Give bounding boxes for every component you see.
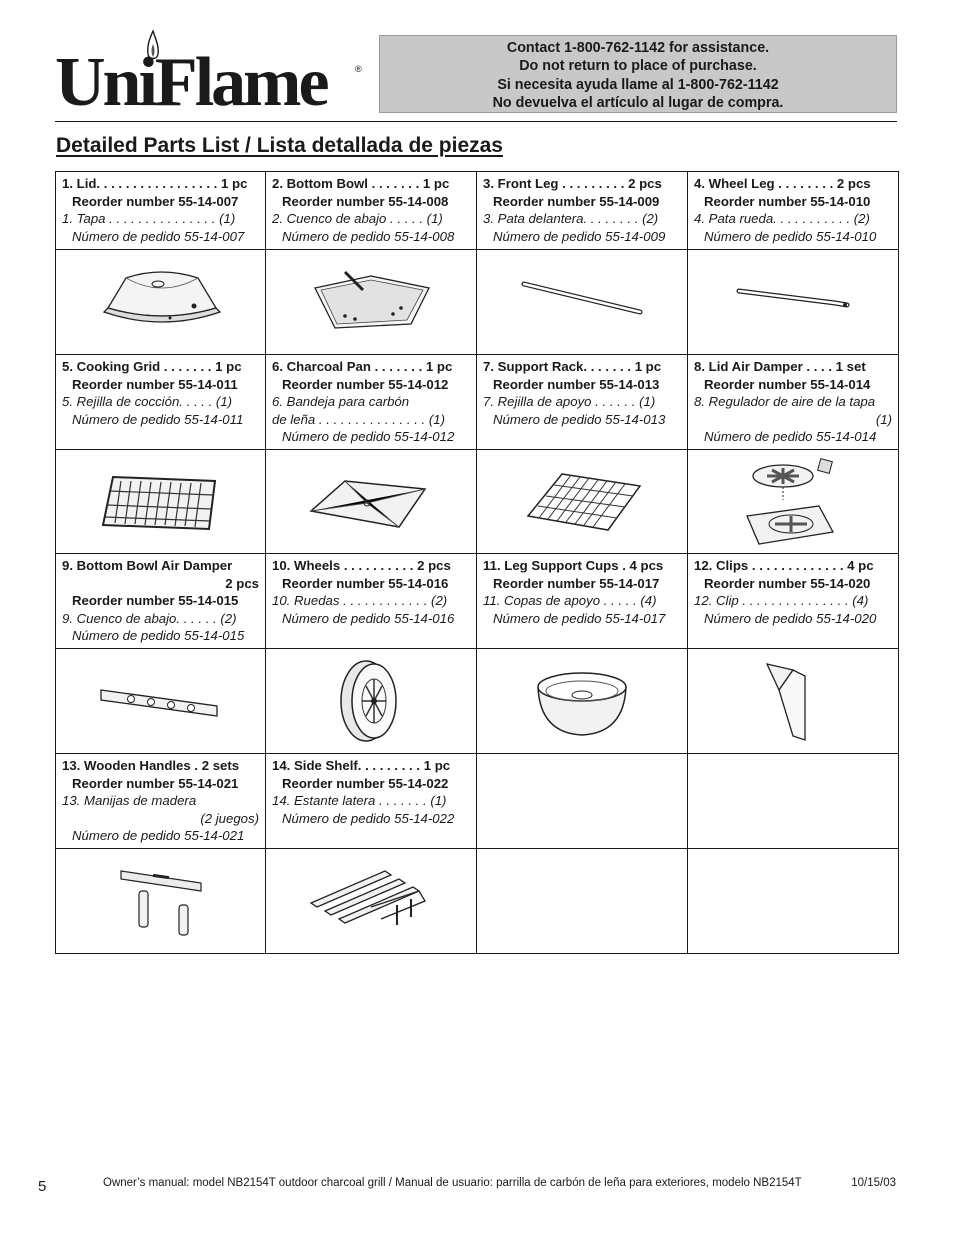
part-spanish: 7. Rejilla de apoyo . . . . . . (1)	[483, 394, 656, 409]
part-cell-wheel-leg	[688, 172, 899, 250]
contact-line: Contact 1-800-762-1142 for assistance.	[506, 40, 770, 56]
wooden-handles-icon	[101, 861, 221, 941]
bottom-bowl-air-damper-icon	[91, 676, 231, 726]
part-image-leg-support-cups	[477, 649, 688, 754]
wheel-leg-icon	[723, 277, 863, 327]
contact-box	[379, 35, 897, 113]
front-leg-icon	[512, 272, 652, 332]
leg-support-cup-icon	[522, 661, 642, 741]
part-pedido: Número de pedido 55-14-014	[704, 429, 877, 444]
part-image-wheels	[266, 649, 477, 754]
part-reorder: Reorder number 55-14-015	[72, 593, 239, 608]
part-quantity: 2 pcs	[225, 575, 259, 591]
part-reorder: Reorder number 55-14-014	[704, 376, 871, 392]
part-title: 3. Front Leg . . . . . . . . . 2 pcs	[483, 176, 662, 191]
side-shelf-icon	[301, 861, 441, 941]
part-pedido: Número de pedido 55-14-015	[72, 628, 245, 643]
part-image-wheel-leg	[688, 250, 899, 355]
parts-text-row	[56, 554, 899, 649]
part-image-lid	[56, 250, 266, 355]
part-image-clips	[688, 649, 899, 754]
part-cell-empty	[688, 754, 899, 849]
contact-line: Do not return to place of purchase.	[519, 58, 757, 75]
part-reorder: Reorder number 55-14-011	[72, 376, 238, 392]
part-cell-bottom-bowl	[266, 172, 477, 250]
footer-date: 10/15/03	[851, 1177, 896, 1189]
part-spanish: de leña . . . . . . . . . . . . . . . (1)	[272, 411, 445, 427]
part-quantity: (1)	[875, 411, 892, 427]
part-reorder: Reorder number 55-14-016	[282, 575, 449, 591]
part-spanish: 9. Cuenco de abajo. . . . . . (2)	[62, 610, 237, 626]
part-cell-clips	[688, 554, 899, 649]
wheel-icon	[326, 654, 416, 749]
part-pedido: Número de pedido 55-14-021	[72, 828, 245, 843]
page-title: Detailed Parts List / Lista detallada de piezas	[56, 134, 503, 157]
part-cell-empty	[477, 754, 688, 849]
part-spanish: 2. Cuenco de abajo . . . . . (1)	[272, 211, 443, 226]
part-cell-wooden-handles	[56, 754, 266, 849]
parts-image-row	[56, 649, 899, 754]
part-image-bottom-bowl	[266, 250, 477, 355]
part-image-wooden-handles	[56, 849, 266, 954]
part-reorder: Reorder number 55-14-010	[704, 193, 871, 209]
part-reorder: Reorder number 55-14-009	[493, 193, 660, 209]
part-image-cooking-grid	[56, 450, 266, 554]
part-title: 13. Wooden Handles . 2 sets	[62, 758, 240, 773]
parts-text-row	[56, 355, 899, 450]
bottom-bowl-icon	[301, 262, 441, 342]
part-reorder: Reorder number 55-14-020	[704, 575, 871, 591]
part-title: 1. Lid. . . . . . . . . . . . . . . . . 1 pc	[62, 176, 248, 191]
part-image-lid-air-damper	[688, 450, 899, 554]
charcoal-pan-icon	[301, 467, 441, 537]
part-title: 10. Wheels . . . . . . . . . . 2 pcs	[272, 558, 451, 573]
part-pedido: Número de pedido 55-14-020	[704, 610, 877, 626]
part-title: 4. Wheel Leg . . . . . . . . 2 pcs	[694, 176, 871, 191]
part-spanish: 11. Copas de apoyo . . . . . (4)	[483, 593, 657, 608]
part-cell-front-leg	[477, 172, 688, 250]
part-image-front-leg	[477, 250, 688, 355]
part-title: 14. Side Shelf. . . . . . . . . 1 pc	[272, 758, 451, 773]
footer-caption: Owner’s manual: model NB2154T outdoor charcoal grill / Manual de usuario: parrilla de carbón de leña para exteriores, modelo NB2154T	[103, 1177, 802, 1189]
part-spanish: 10. Ruedas . . . . . . . . . . . . (2)	[272, 593, 448, 608]
part-title: 8. Lid Air Damper . . . . 1 set	[694, 359, 866, 374]
part-image-empty	[688, 849, 899, 954]
part-image-side-shelf	[266, 849, 477, 954]
lid-icon	[96, 262, 226, 342]
part-reorder: Reorder number 55-14-013	[493, 376, 660, 392]
part-pedido: Número de pedido 55-14-012	[282, 429, 455, 444]
part-cell-bottom-bowl-air-damper	[56, 554, 266, 649]
parts-image-row	[56, 250, 899, 355]
part-reorder: Reorder number 55-14-017	[493, 575, 660, 591]
part-spanish: 8. Regulador de aire de la tapa	[694, 394, 876, 409]
logo-wordmark: UniFlame	[55, 44, 327, 121]
part-title: 7. Support Rack. . . . . . . 1 pc	[483, 359, 662, 374]
part-spanish: 6. Bandeja para carbón	[272, 394, 410, 409]
part-title: 2. Bottom Bowl . . . . . . . 1 pc	[272, 176, 450, 191]
part-spanish: 1. Tapa . . . . . . . . . . . . . . . (1)	[62, 211, 236, 226]
part-pedido: Número de pedido 55-14-011	[72, 411, 244, 427]
part-title: 9. Bottom Bowl Air Damper	[62, 558, 233, 573]
part-cell-side-shelf	[266, 754, 477, 849]
part-cell-support-rack	[477, 355, 688, 450]
part-cell-cooking-grid	[56, 355, 266, 450]
part-pedido: Número de pedido 55-14-010	[704, 228, 877, 244]
part-title: 5. Cooking Grid . . . . . . . 1 pc	[62, 359, 242, 374]
support-rack-icon	[512, 464, 652, 539]
part-reorder: Reorder number 55-14-012	[282, 376, 449, 392]
parts-table	[55, 171, 899, 954]
part-pedido: Número de pedido 55-14-007	[72, 228, 245, 244]
header-divider	[55, 121, 897, 122]
part-cell-wheels	[266, 554, 477, 649]
part-spanish: 14. Estante latera . . . . . . . (1)	[272, 793, 447, 808]
part-image-empty	[477, 849, 688, 954]
part-pedido: Número de pedido 55-14-013	[493, 411, 666, 427]
parts-image-row	[56, 849, 899, 954]
part-image-bottom-bowl-air-damper	[56, 649, 266, 754]
part-spanish: 3. Pata delantera. . . . . . . . (2)	[483, 211, 659, 226]
part-pedido: Número de pedido 55-14-008	[282, 228, 455, 244]
parts-image-row	[56, 450, 899, 554]
part-spanish: 12. Clip . . . . . . . . . . . . . . . (4)	[694, 593, 869, 608]
part-cell-leg-support-cups	[477, 554, 688, 649]
part-pedido: Número de pedido 55-14-009	[493, 228, 666, 244]
part-spanish: 13. Manijas de madera	[62, 793, 197, 808]
uniflame-logo	[55, 30, 375, 121]
part-title: 12. Clips . . . . . . . . . . . . . 4 pc	[694, 558, 874, 573]
part-quantity: (2 juegos)	[200, 810, 259, 826]
part-cell-lid-air-damper	[688, 355, 899, 450]
part-cell-charcoal-pan	[266, 355, 477, 450]
part-spanish: 5. Rejilla de cocción. . . . . (1)	[62, 394, 233, 409]
part-cell-lid	[56, 172, 266, 250]
part-image-support-rack	[477, 450, 688, 554]
parts-text-row	[56, 754, 899, 849]
cooking-grid-icon	[91, 467, 231, 537]
part-reorder: Reorder number 55-14-008	[282, 193, 449, 209]
registered-mark: ®	[355, 64, 362, 74]
part-pedido: Número de pedido 55-14-016	[282, 610, 455, 626]
contact-line: No devuelva el artículo al lugar de compra.	[492, 94, 784, 111]
part-reorder: Reorder number 55-14-022	[282, 775, 449, 791]
parts-text-row	[56, 172, 899, 250]
clip-icon	[753, 656, 833, 746]
part-image-charcoal-pan	[266, 450, 477, 554]
part-spanish: 4. Pata rueda. . . . . . . . . . . (2)	[694, 211, 870, 226]
part-pedido: Número de pedido 55-14-022	[282, 810, 455, 826]
part-title: 11. Leg Support Cups . 4 pcs	[483, 558, 664, 573]
part-reorder: Reorder number 55-14-021	[72, 775, 239, 791]
part-reorder: Reorder number 55-14-007	[72, 193, 239, 209]
page-number: 5	[38, 1178, 47, 1195]
contact-line: Si necesita ayuda llame al 1-800-762-1142	[497, 76, 779, 93]
part-title: 6. Charcoal Pan . . . . . . . 1 pc	[272, 359, 453, 374]
part-pedido: Número de pedido 55-14-017	[493, 610, 666, 626]
lid-air-damper-icon	[723, 454, 863, 549]
